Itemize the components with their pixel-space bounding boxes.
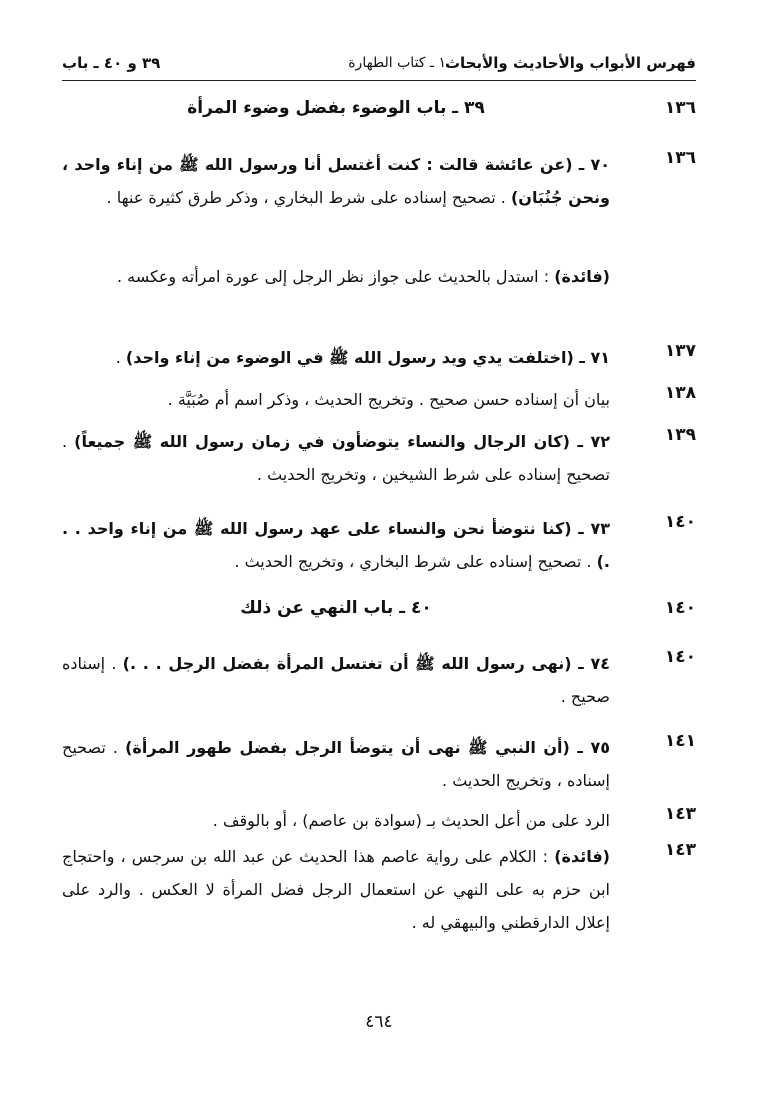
book-section: ١ ـ كتاب الطهارة: [348, 55, 446, 71]
page-number: ١٤٣: [664, 804, 696, 824]
benefit-label: (فائدة): [554, 847, 610, 866]
page-number: ١٤٠: [664, 512, 696, 532]
entry-note: : استدل بالحديث على جواز نظر الرجل إلى عورة امرأته وعكسه .: [116, 267, 555, 286]
page-folio: ٤٦٤: [365, 1012, 393, 1032]
page-number: ١٣٧: [664, 341, 696, 361]
index-entry: [62, 512, 696, 578]
hadith-text: ٧٢ ـ (كان الرجال والنساء يتوضأون في زمان رسول الله ﷺ جميعاً): [74, 432, 611, 451]
entry-text: [62, 148, 610, 214]
index-entry: [62, 731, 696, 797]
chapter-heading: ٣٩ ـ باب الوضوء بفضل وضوء المرأة: [187, 98, 485, 118]
index-entry: [62, 804, 696, 837]
page-number: ١٣٦: [664, 148, 696, 168]
page-number: ١٣٩: [664, 425, 696, 445]
page-number: ١٤٠: [664, 647, 696, 667]
entry-note: . إسناده صحيح .: [62, 654, 610, 706]
index-entry: [62, 260, 696, 326]
benefit-label: (فائدة): [554, 267, 610, 286]
entry-text: [62, 260, 610, 293]
index-title: فهرس الأبواب والأحاديث والأبحاث: [444, 54, 696, 72]
entry-text: [62, 512, 610, 578]
hadith-text: ٧٤ ـ (نهى رسول الله ﷺ أن تغتسل المرأة بفضل الرجل . . .): [122, 654, 610, 673]
index-entry: [62, 341, 696, 374]
entry-text: بيان أن إسناده حسن صحيح . وتخريج الحديث ، وذكر اسم أم صُبَيَّة .: [167, 390, 610, 409]
entry-text: [62, 425, 610, 491]
index-entry: [62, 647, 696, 713]
page-number: ١٤١: [664, 731, 696, 751]
entry-note: . تصحيح إسناده ، وتخريج الحديث .: [62, 738, 610, 790]
index-entry: [62, 383, 696, 416]
entry-note: . تصحيح إسناده على شرط البخاري ، وتخريج الحديث .: [234, 552, 597, 571]
page-number: ١٤٣: [664, 840, 696, 860]
hadith-text: ٧٠ ـ (عن عائشة قالت : كنت أغتسل أنا ورسول الله ﷺ من إناء واحد ، ونحن جُنُبَان): [62, 155, 610, 207]
page-number: ١٣٦: [664, 98, 696, 118]
index-entry: [62, 840, 696, 940]
hadith-text: ٧٣ ـ (كنا نتوضأ نحن والنساء على عهد رسول الله ﷺ من إناء واحد . . .): [62, 519, 610, 571]
entry-note: .: [115, 348, 126, 367]
entry-text: الرد على من أعل الحديث بـ (سوادة بن عاصم) ، أو بالوقف .: [212, 811, 610, 830]
index-entry: [62, 148, 696, 248]
page-number: ١٣٨: [664, 383, 696, 403]
entry-note: . تصحيح إسناده على شرط الشيخين ، وتخريج الحديث .: [62, 432, 610, 484]
chapter-heading-row: [62, 98, 696, 132]
entry-text: [62, 647, 610, 713]
page-number: ١٤٠: [664, 598, 696, 618]
index-entry: [62, 425, 696, 491]
running-header: [62, 54, 696, 81]
entry-note: : الكلام على رواية عاصم هذا الحديث عن عبد الله بن سرجس ، واحتجاج ابن حزم به على النهي عن استعمال الرجل فضل المرأة لا العكس . والرد على إعلال الدارقطني والبيهقي له .: [62, 847, 610, 932]
chapter-range: ٣٩ و ٤٠ ـ باب: [62, 54, 161, 72]
entry-text: [62, 341, 610, 374]
entry-text: [62, 840, 610, 939]
chapter-heading-row: [62, 598, 696, 628]
entry-note: . تصحيح إسناده على شرط البخاري ، وذكر طرق كثيرة عنها .: [106, 188, 511, 207]
hadith-text: ٧٥ ـ (أن النبي ﷺ نهى أن يتوضأ الرجل بفضل طهور المرأة): [125, 738, 610, 757]
entry-text: [62, 731, 610, 797]
hadith-text: ٧١ ـ (اختلفت يدي ويد رسول الله ﷺ في الوضوء من إناء واحد): [125, 348, 610, 367]
chapter-heading: ٤٠ ـ باب النهي عن ذلك: [240, 598, 432, 618]
